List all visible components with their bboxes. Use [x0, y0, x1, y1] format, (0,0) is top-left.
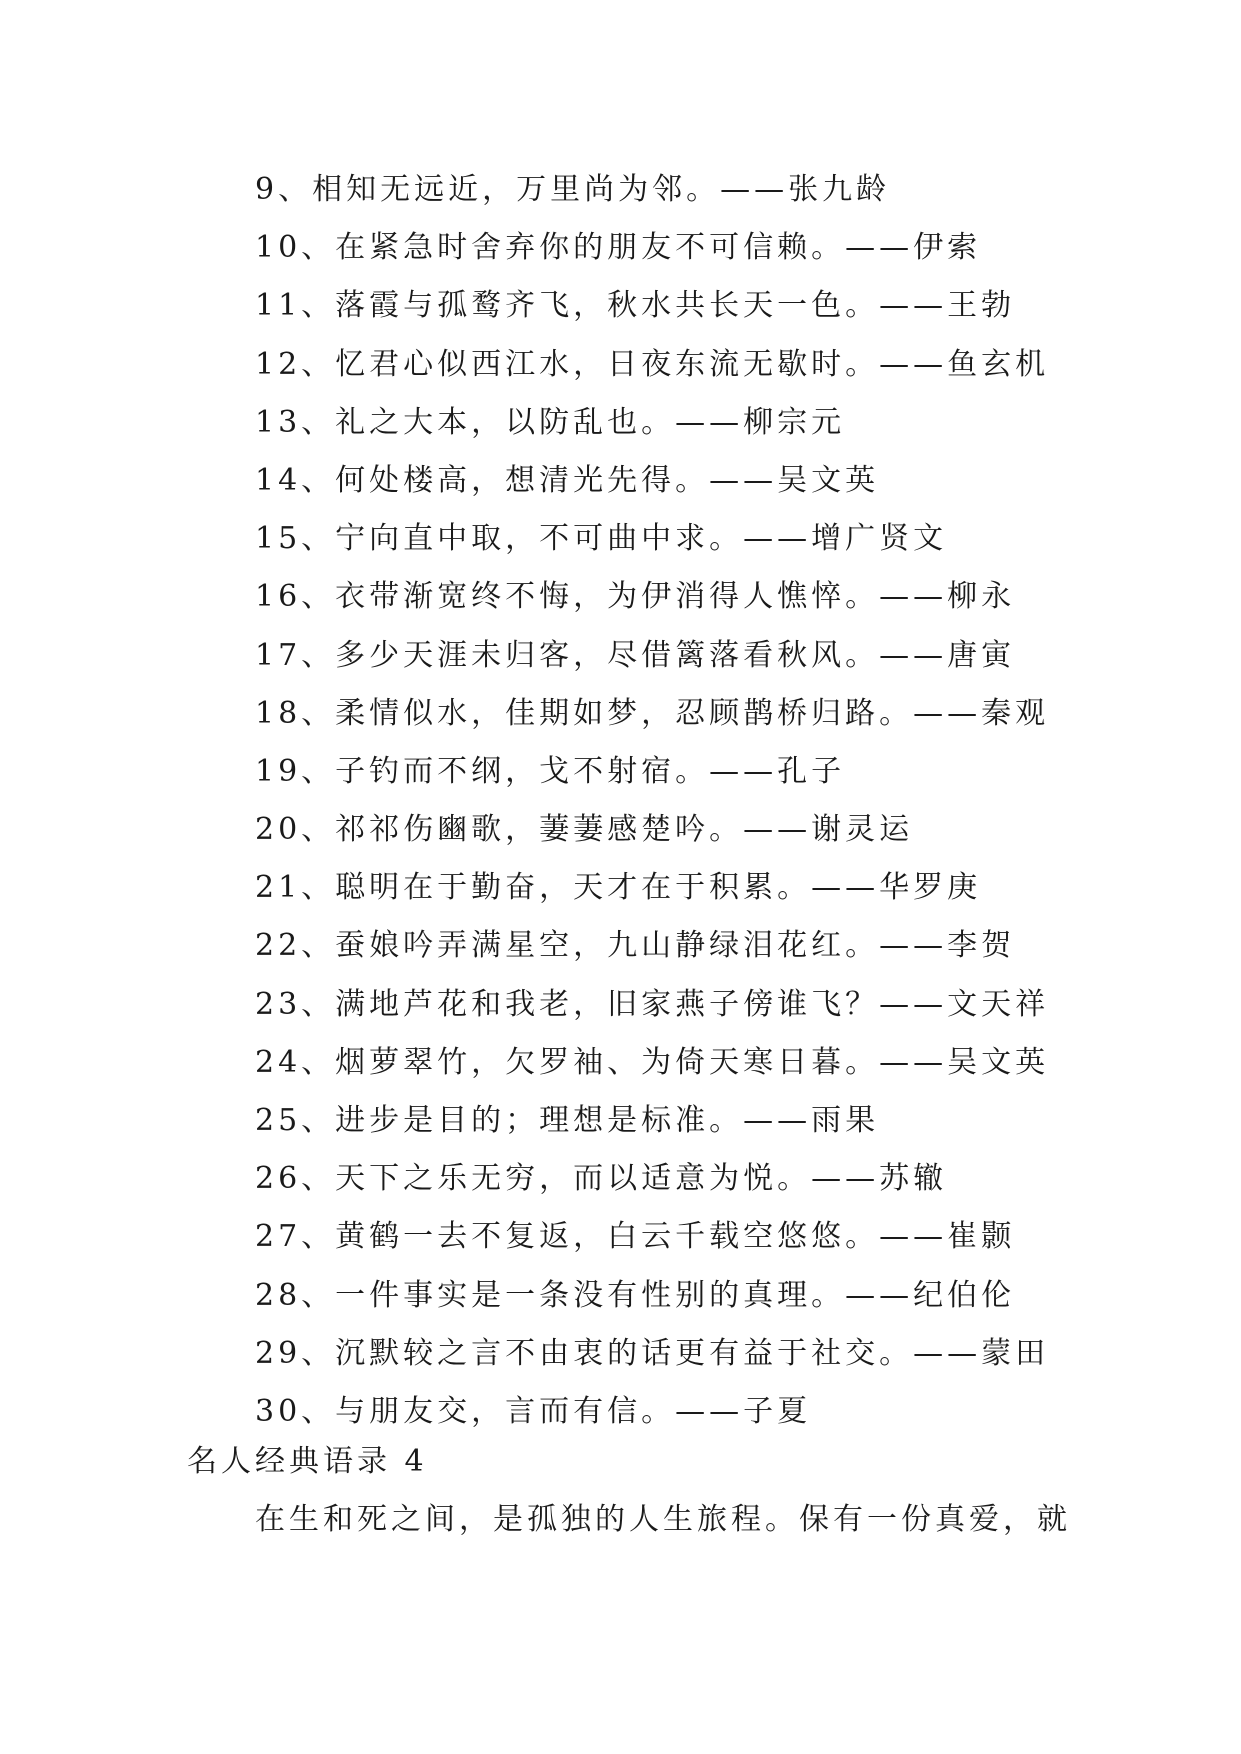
quote-item: 24、烟萝翠竹，欠罗袖、为倚天寒日暮。——吴文英: [255, 1044, 1050, 1080]
quote-item: 15、宁向直中取，不可曲中求。——增广贤文: [255, 521, 948, 557]
quote-list: [255, 161, 1049, 1441]
quote-item: 20、祁祁伤豳歌，萋萋感楚吟。——谢灵运: [255, 812, 914, 848]
body-paragraph: 在生和死之间，是孤独的人生旅程。保有一份真爱，就: [255, 1502, 1071, 1537]
quote-item: 9、相知无远近，万里尚为邻。——张九龄: [255, 172, 891, 207]
section-heading: 名人经典语录 4: [187, 1444, 428, 1479]
quote-item: 19、子钓而不纲，戈不射宿。——孔子: [255, 753, 846, 789]
quote-item: 28、一件事实是一条没有性别的真理。——纪伯伦: [255, 1277, 1016, 1313]
quote-item: 29、沉默较之言不由衷的话更有益于社交。——蒙田: [255, 1335, 1050, 1371]
quote-item: 16、衣带渐宽终不悔，为伊消得人憔悴。——柳永: [255, 579, 1016, 615]
quote-item: 18、柔情似水，佳期如梦，忍顾鹊桥归路。——秦观: [255, 695, 1050, 731]
quote-item: 11、落霞与孤鹜齐飞，秋水共长天一色。——王勃: [255, 288, 1016, 324]
quote-item: 14、何处楼高，想清光先得。——吴文英: [255, 462, 880, 498]
quote-item: 17、多少天涯未归客，尽借篱落看秋风。——唐寅: [255, 637, 1016, 673]
quote-item: 30、与朋友交，言而有信。——子夏: [255, 1393, 812, 1429]
quote-item: 21、聪明在于勤奋，天才在于积累。——华罗庚: [255, 870, 982, 906]
quote-item: 22、蚕娘吟弄满星空，九山静绿泪花红。——李贺: [255, 928, 1016, 964]
quote-item: 23、满地芦花和我老，旧家燕子傍谁飞？——文天祥: [255, 986, 1050, 1022]
quote-item: 13、礼之大本，以防乱也。——柳宗元: [255, 404, 846, 440]
quote-item: 26、天下之乐无穷，而以适意为悦。——苏辙: [255, 1161, 948, 1197]
quote-item: 10、在紧急时舍弃你的朋友不可信赖。——伊索: [255, 230, 982, 266]
quote-item: 25、进步是目的；理想是标准。——雨果: [255, 1103, 880, 1138]
quote-item: 27、黄鹤一去不复返，白云千载空悠悠。——崔颢: [255, 1219, 1016, 1255]
quote-item: 12、忆君心似西江水，日夜东流无歇时。——鱼玄机: [255, 346, 1050, 382]
